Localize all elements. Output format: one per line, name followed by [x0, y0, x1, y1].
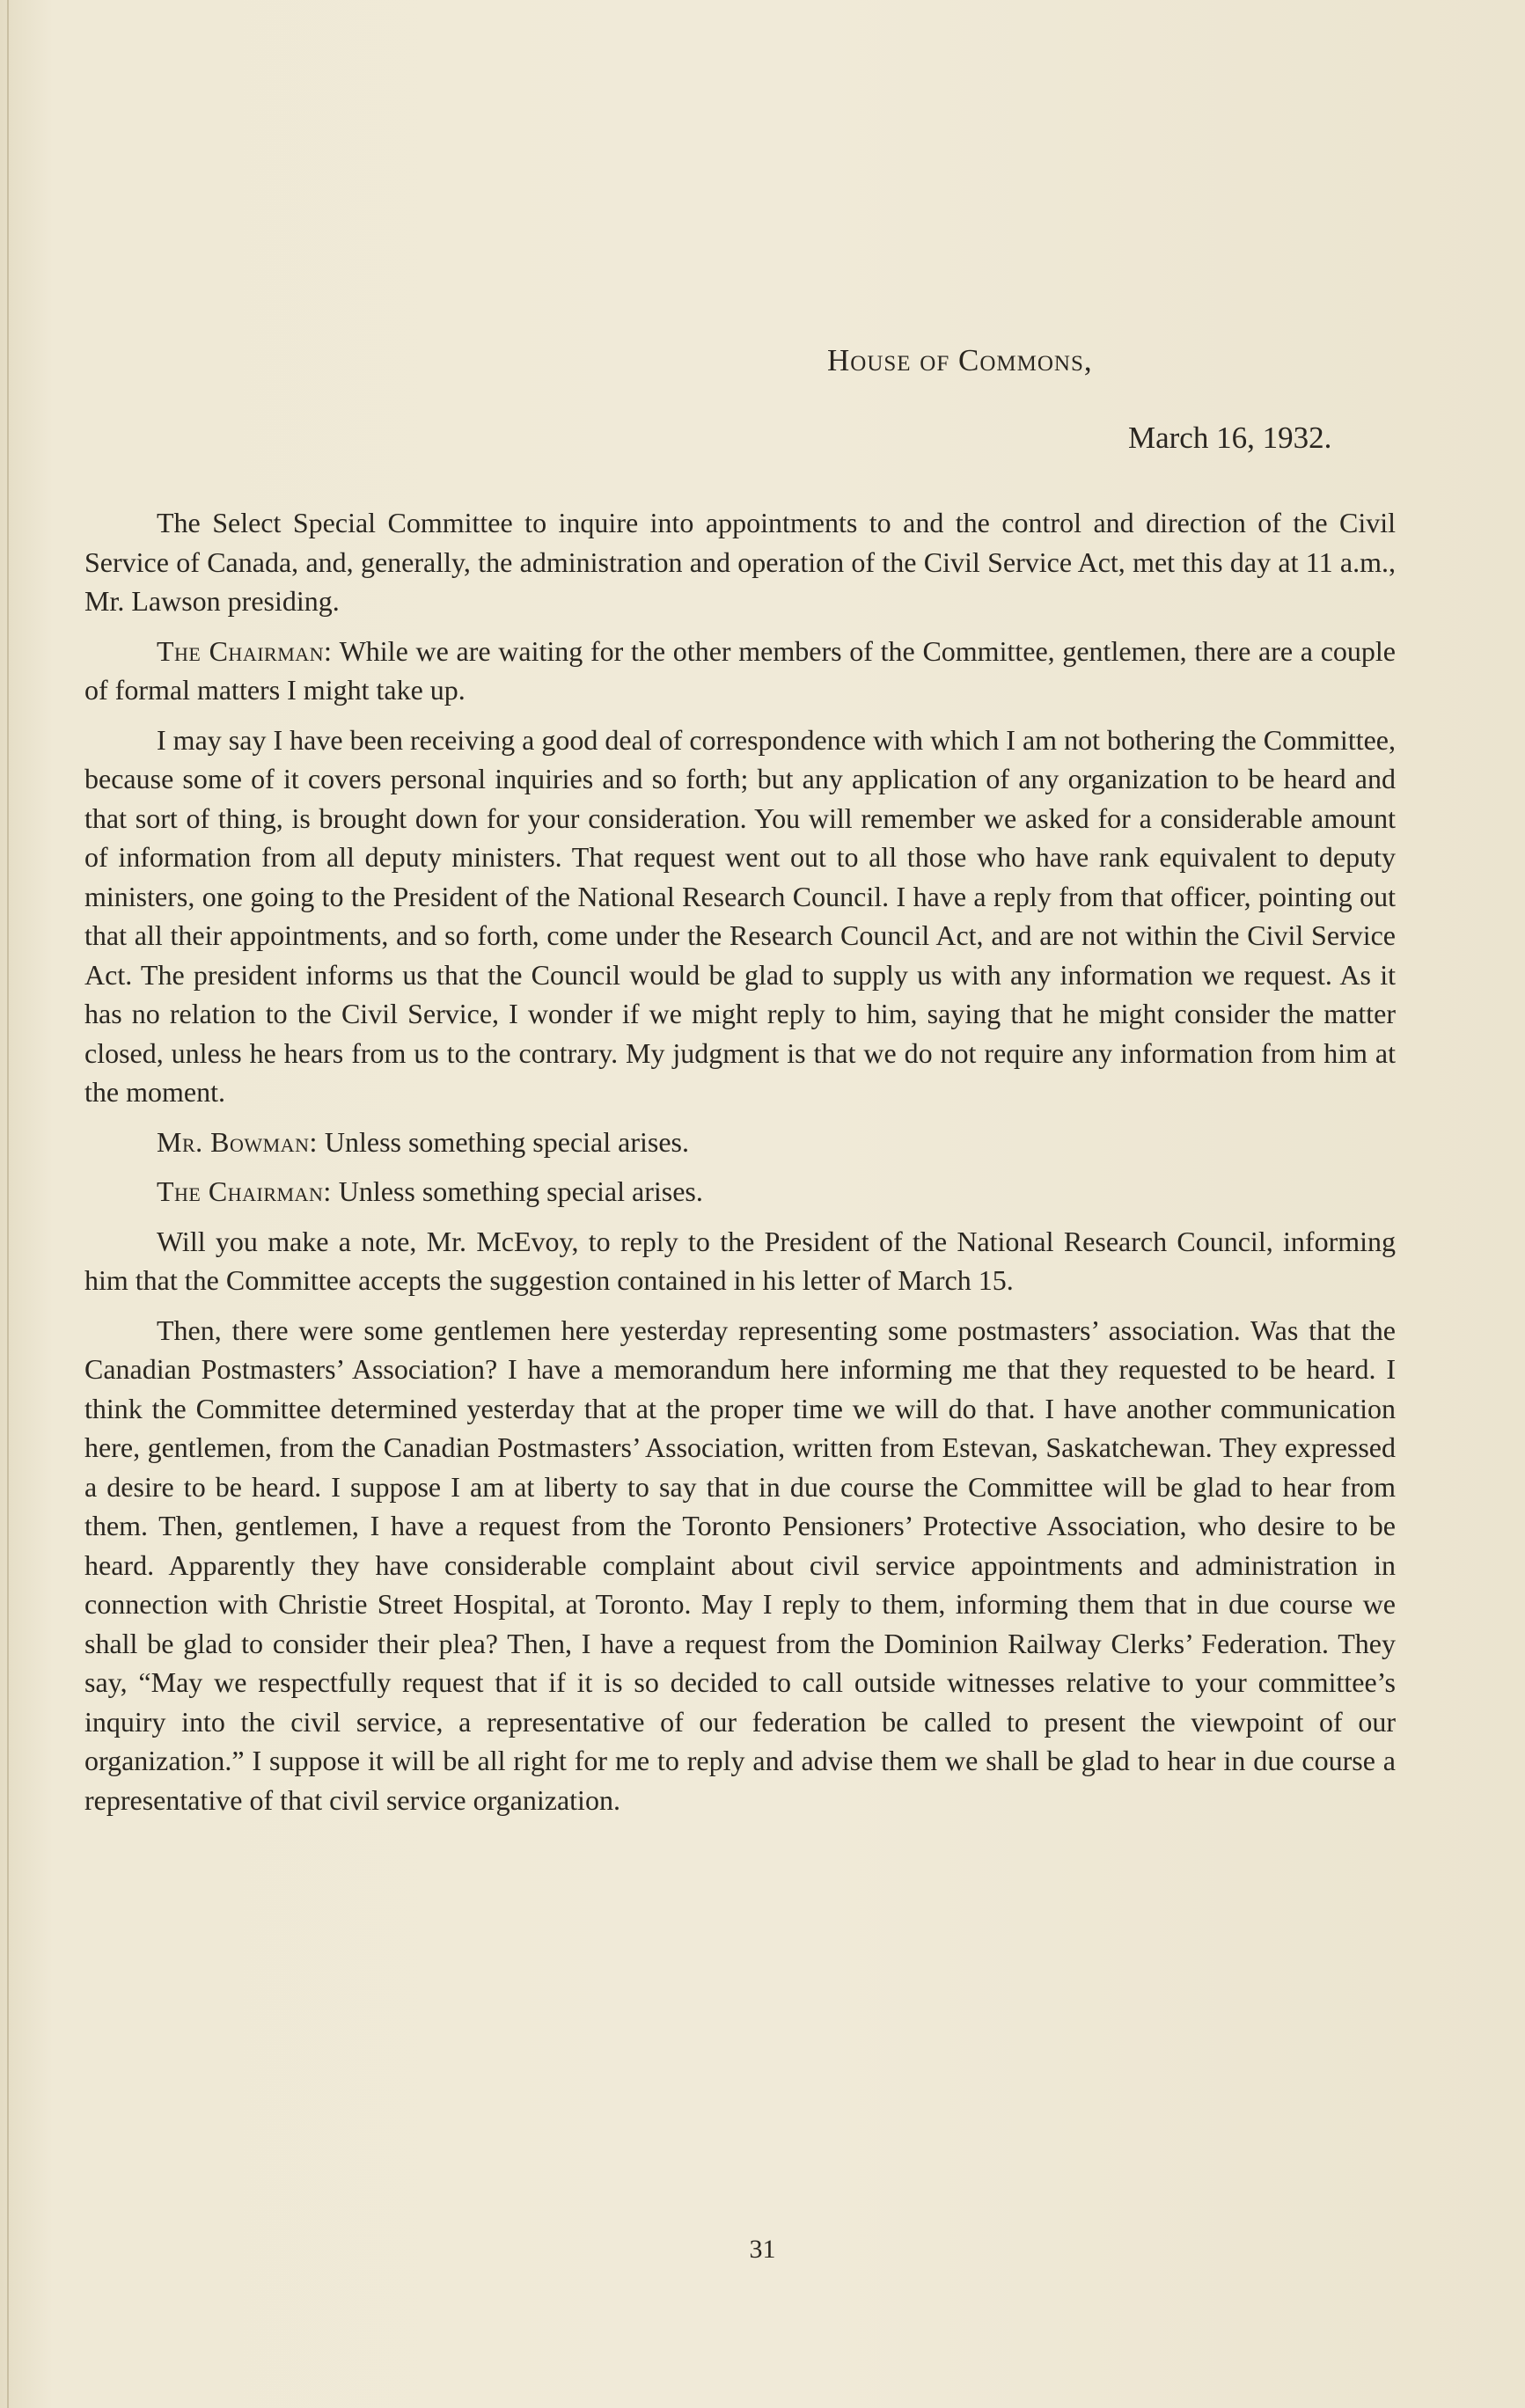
paragraph: [84, 632, 1396, 710]
paragraph: [84, 1222, 1396, 1300]
session-date: March 16, 1932.: [1128, 421, 1332, 455]
paragraph-text: Unless something special arises.: [324, 1125, 689, 1158]
page-number: 31: [749, 2235, 776, 2264]
paragraph: [84, 1172, 1396, 1211]
speaker-label: The Chairman:: [157, 634, 333, 667]
paragraph-text: Unless something special arises.: [338, 1175, 703, 1207]
document-body: [84, 503, 1396, 1830]
paragraph-text: I may say I have been receiving a good deal of correspondence with which I am not bothering the Committee, because some of it covers personal inquiries and so forth; but any application of any organization to be heard and that sort of thing, is brought down for your consideration. You will remember we asked for a considerable amount of information from all deputy ministers. That request went out to all those who have rank equivalent to deputy ministers, one going to the President of the National Research Council. I have a reply from that officer, pointing out that all their appointments, and so forth, come under the Research Council Act, and are not within the Civil Service Act. The president informs us that the Council would be glad to supply us with any information we request. As it has no relation to the Civil Service, I wonder if we might reply to him, saying that he might consider the matter closed, unless he hears from us to the contrary. My judgment is that we do not require any information from him at the moment.: [84, 723, 1396, 1108]
speaker-label: The Chairman:: [157, 1175, 332, 1207]
paragraph-text: The Select Special Committee to inquire into appointments to and the control and direction of the Civil Service of Canada, and, generally, the administration and operation of the Civil Service Act, met this day at 11 a.m., Mr. Lawson presiding.: [84, 507, 1396, 617]
paragraph-text: Will you make a note, Mr. McEvoy, to reply to the President of the National Research Council, informing him that the Committee accepts the suggestion contained in his letter of March 15.: [84, 1225, 1396, 1296]
paragraph: [84, 1311, 1396, 1820]
page-edge: [7, 0, 9, 2408]
speaker-label: Mr. Bowman:: [157, 1125, 318, 1158]
paragraph: [84, 721, 1396, 1112]
paragraph-text: Then, there were some gentlemen here yesterday representing some postmasters’ association. Was that the Canadian Postmasters’ Association? I have a memorandum here informing me that they requested to be heard. I think the Committee determined yesterday that at the proper time we will do that. I have another communication here, gentlemen, from the Canadian Postmasters’ Association, written from Estevan, Saskatchewan. They expressed a desire to be heard. I suppose I am at liberty to say that in due course the Committee will be glad to hear from them. Then, gentlemen, I have a request from the Toronto Pensioners’ Protective Association, who desire to be heard. Apparently they have considerable complaint about civil service appointments and administration in connection with Christie Street Hospital, at Toronto. May I reply to them, informing them that in due course we shall be glad to consider their plea? Then, I have a request from the Dominion Railway Clerks’ Federation. They say, “May we respectfully request that if it is so decided to call outside witnesses relative to your committee’s inquiry into the civil service, a representative of our federation be called to present the viewpoint of our organization.” I suppose it will be all right for me to reply and advise them we shall be glad to hear in due course a representative of that civil service organization.: [84, 1314, 1396, 1816]
paragraph-text: While we are waiting for the other members of the Committee, gentlemen, there are a couple of formal matters I might take up.: [84, 634, 1396, 706]
paragraph: [84, 1123, 1396, 1162]
paragraph: [84, 503, 1396, 621]
house-heading: House of Commons,: [827, 343, 1093, 377]
